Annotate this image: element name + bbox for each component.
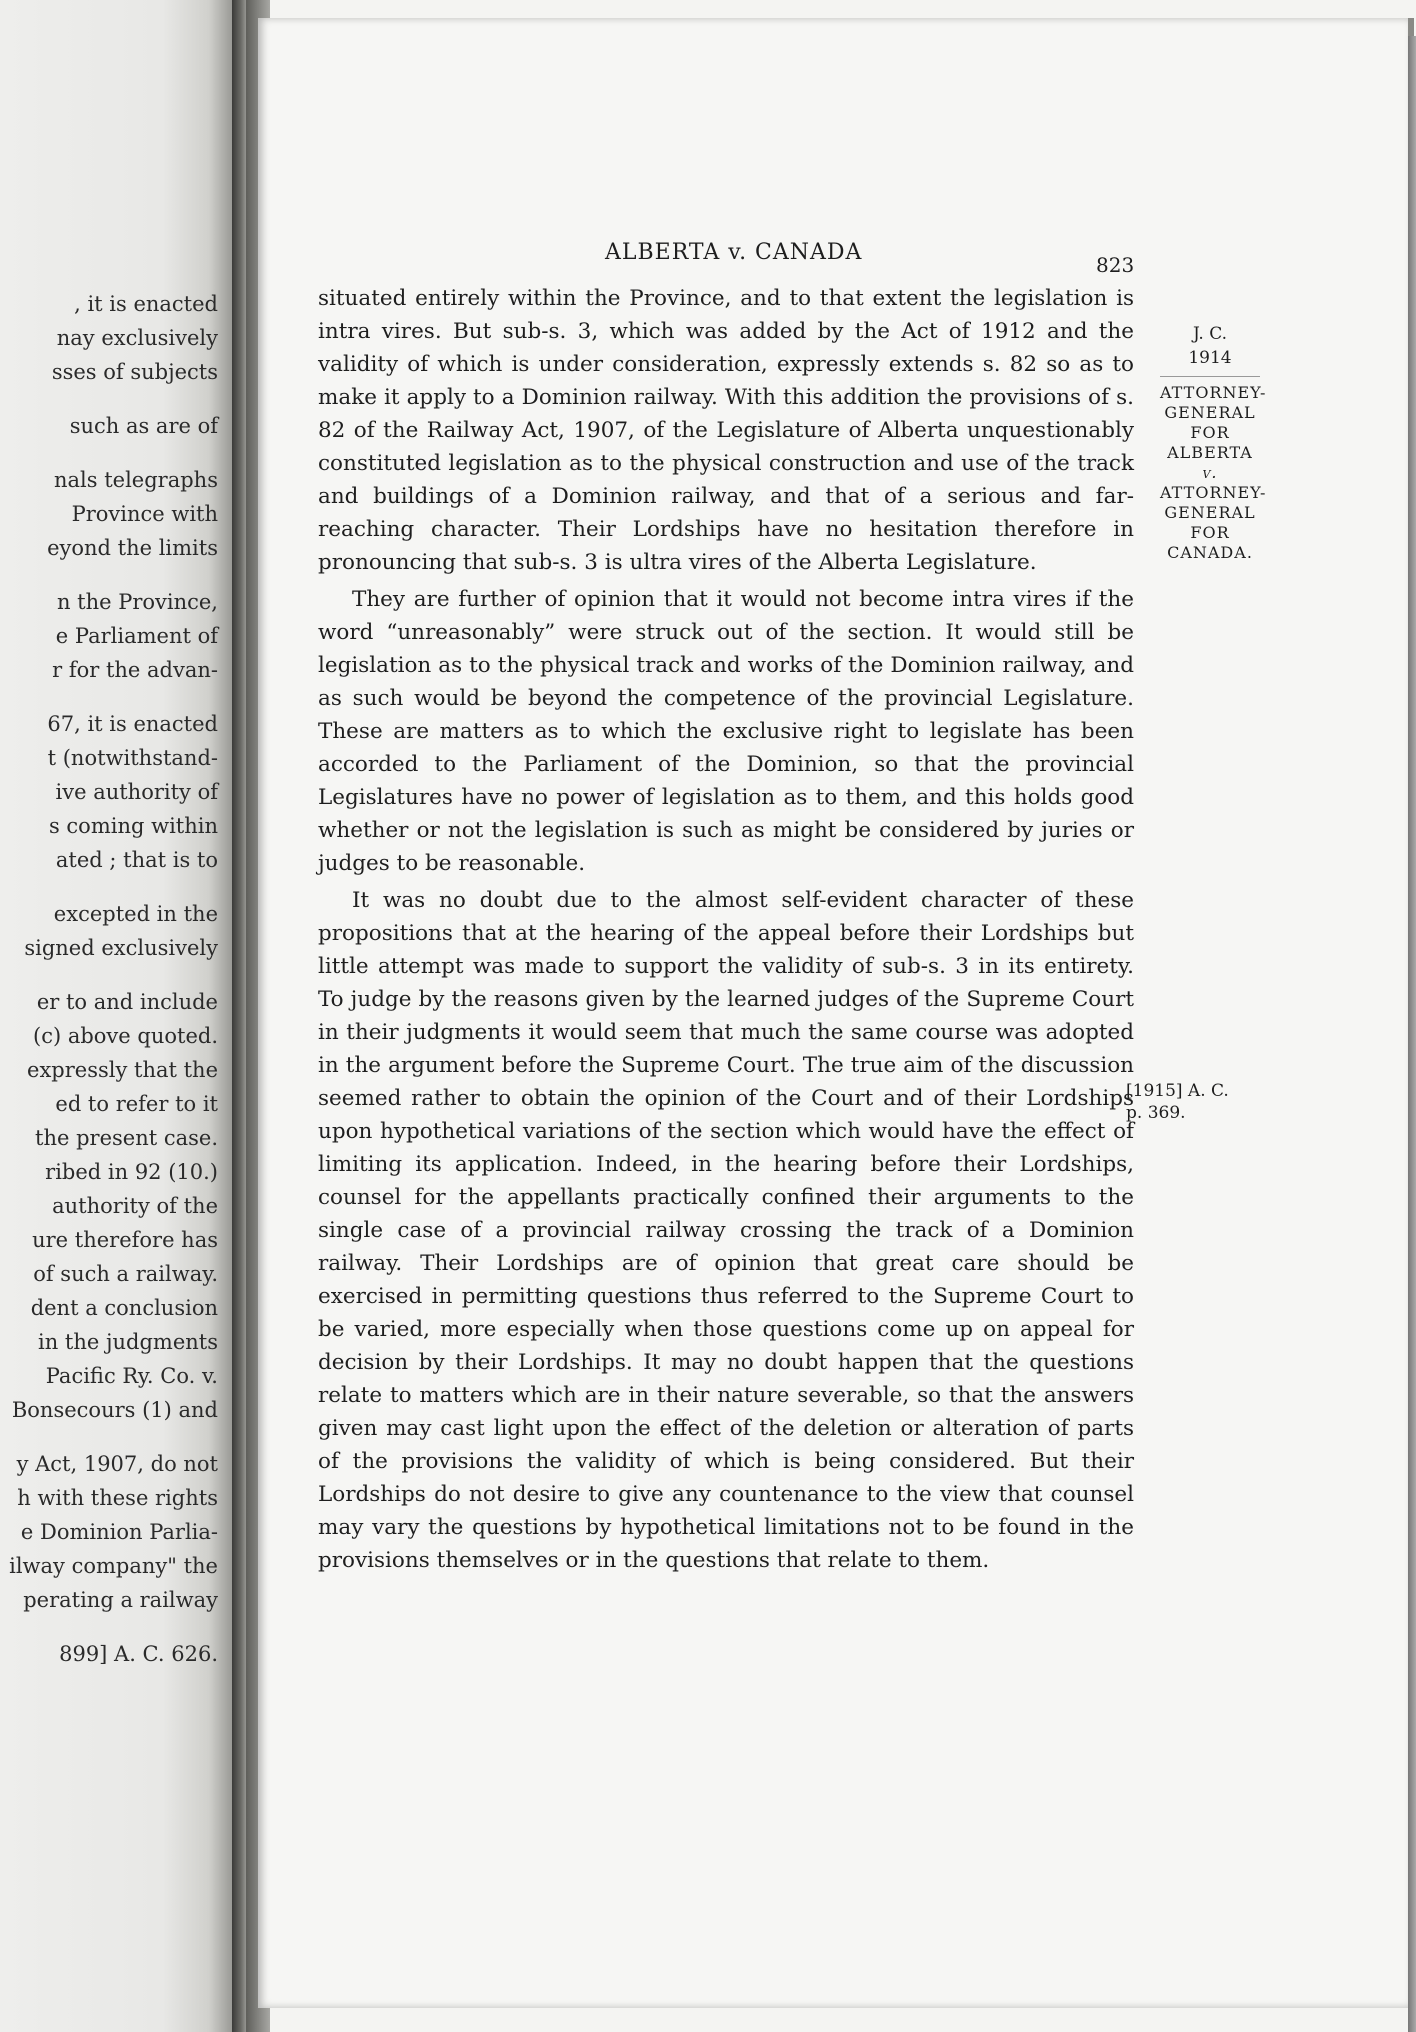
citation-line: [1915] A. C. — [1126, 1081, 1229, 1101]
left-page-line: n the Province, — [56, 590, 218, 614]
left-page-line: Bonsecours (1) and — [11, 1398, 218, 1422]
body-text — [318, 282, 1134, 1581]
left-page-line: the present case. — [35, 1126, 218, 1150]
left-page-line: y Act, 1907, do not — [16, 1452, 218, 1476]
margin-case-line: FOR — [1190, 423, 1230, 442]
paragraph: They are further of opinion that it would not become intra vires if the word “unreasonably” were struck out of the section. It would still be legislation as to the physical track and works of the Dominion railway, and as such would be beyond the competence of the provincial Legislature. These are matters as to which the exclusive right to legislate has been accorded to the Parliament of the Dominion, so that the provincial Legislatures have no power of legislation as to them, and this holds good whether or not the legislation is such as might be considered by juries or judges to be reasonable. — [318, 587, 1134, 876]
margin-year: 1914 — [1188, 348, 1232, 368]
left-page-line: in the judgments — [38, 1330, 218, 1354]
margin-rule — [1160, 376, 1260, 377]
left-page-line: ive authority of — [55, 780, 218, 804]
left-page-line: ure therefore has — [32, 1228, 218, 1252]
margin-case-line: GENERAL — [1164, 503, 1256, 522]
left-page-line: excepted in the — [53, 902, 218, 926]
left-page-line: Pacific Ry. Co. v. — [45, 1364, 218, 1388]
margin-case-line: GENERAL — [1164, 403, 1256, 422]
left-page-line: nay exclusively — [56, 326, 218, 350]
left-page-line: ribed in 92 (10.) — [45, 1160, 218, 1184]
page-number: 823 — [1096, 253, 1135, 277]
left-page-line: ated ; that is to — [55, 848, 218, 872]
citation-line: p. 369. — [1126, 1103, 1186, 1123]
left-page-line: ed to refer to it — [55, 1092, 218, 1116]
margin-court: J. C. — [1192, 324, 1228, 344]
left-page-line: of such a railway. — [33, 1262, 218, 1286]
left-page-line: Province with — [71, 502, 218, 526]
left-page-line: ilway company" the — [9, 1554, 218, 1578]
margin-case-line: ATTORNEY- — [1160, 483, 1267, 502]
left-page-line: (c) above quoted. — [33, 1024, 218, 1048]
left-page-line: sses of subjects — [51, 360, 218, 384]
page-title: ALBERTA v. CANADA — [605, 240, 863, 265]
margin-note — [1160, 322, 1267, 563]
left-page-line: signed exclusively — [24, 936, 218, 960]
left-page-line: dent a conclusion — [30, 1296, 218, 1320]
left-page-line: expressly that the — [27, 1058, 218, 1082]
margin-citation — [1126, 1080, 1229, 1124]
left-page-line: 899] A. C. 626. — [59, 1642, 218, 1666]
left-page-line: eyond the limits — [47, 536, 218, 560]
left-page-line: , it is enacted — [74, 292, 218, 316]
margin-case-line: v. — [1202, 463, 1218, 482]
left-page-line: e Dominion Parlia- — [20, 1520, 218, 1544]
margin-case-line: ATTORNEY- — [1160, 383, 1267, 402]
left-page-line: e Parliament of — [55, 624, 218, 648]
margin-case-line: FOR — [1190, 523, 1230, 542]
paragraph: situated entirely within the Province, and to that extent the legislation is intra vires. But sub-s. 3, which was added by the Act of 1912 and the validity of which is under consideration, expressly extends s. 82 so as to make it apply to a Dominion railway. With this addition the provisions of s. 82 of the Railway Act, 1907, of the Legislature of Alberta unquestionably constituted legislation as to the physical construction and use of the track and buildings of a Dominion railway, and that of a serious and far-reaching character. Their Lordships have no hesitation therefore in pronouncing that sub-s. 3 is ultra vires of the Alberta Legislature. — [318, 286, 1134, 575]
left-page-line: such as are of — [69, 414, 218, 438]
left-page-line: authority of the — [52, 1194, 218, 1218]
left-page-line: h with these rights — [17, 1486, 218, 1510]
margin-case-line: ALBERTA — [1167, 443, 1253, 462]
paragraph: It was no doubt due to the almost self-evident character of these propositions that at the hearing of the appeal before their Lordships but little attempt was made to support the validity of sub-s. 3 in its entirety. To judge by the reasons given by the learned judges of the Supreme Court in their judgments it would seem that much the same course was adopted in the argument before the Supreme Court. The true aim of the discussion seemed rather to obtain the opinion of the Court and of their Lordships upon hypothetical variations of the section which would have the effect of limiting its application. Indeed, in the hearing before their Lordships, counsel for the appellants practically confined their arguments to the single case of a provincial railway crossing the track of a Dominion railway. Their Lordships are of opinion that great care should be exercised in permitting questions thus referred to the Supreme Court to be varied, more especially when those questions come up on appeal for decision by their Lordships. It may no doubt happen that the questions relate to matters which are in their nature severable, so that the answers given may cast light upon the effect of the deletion or alteration of parts of the provisions the validity of which is being considered. But their Lordships do not desire to give any countenance to the view that counsel may vary the questions by hypothetical limitations not to be found in the provisions themselves or in the questions that relate to them. — [318, 888, 1134, 1573]
page-edge — [1408, 36, 1416, 2032]
left-page-line: er to and include — [36, 990, 218, 1014]
left-page-line: nals telegraphs — [54, 468, 218, 492]
left-page-line: t (notwithstand- — [47, 746, 218, 770]
left-facing-page — [0, 0, 232, 2032]
left-page-line: 67, it is enacted — [47, 712, 218, 736]
margin-case-line: CANADA. — [1167, 543, 1253, 562]
left-page-line: s coming within — [48, 814, 218, 838]
left-page-line: perating a railway — [23, 1588, 218, 1612]
left-page-line: r for the advan- — [52, 658, 218, 682]
